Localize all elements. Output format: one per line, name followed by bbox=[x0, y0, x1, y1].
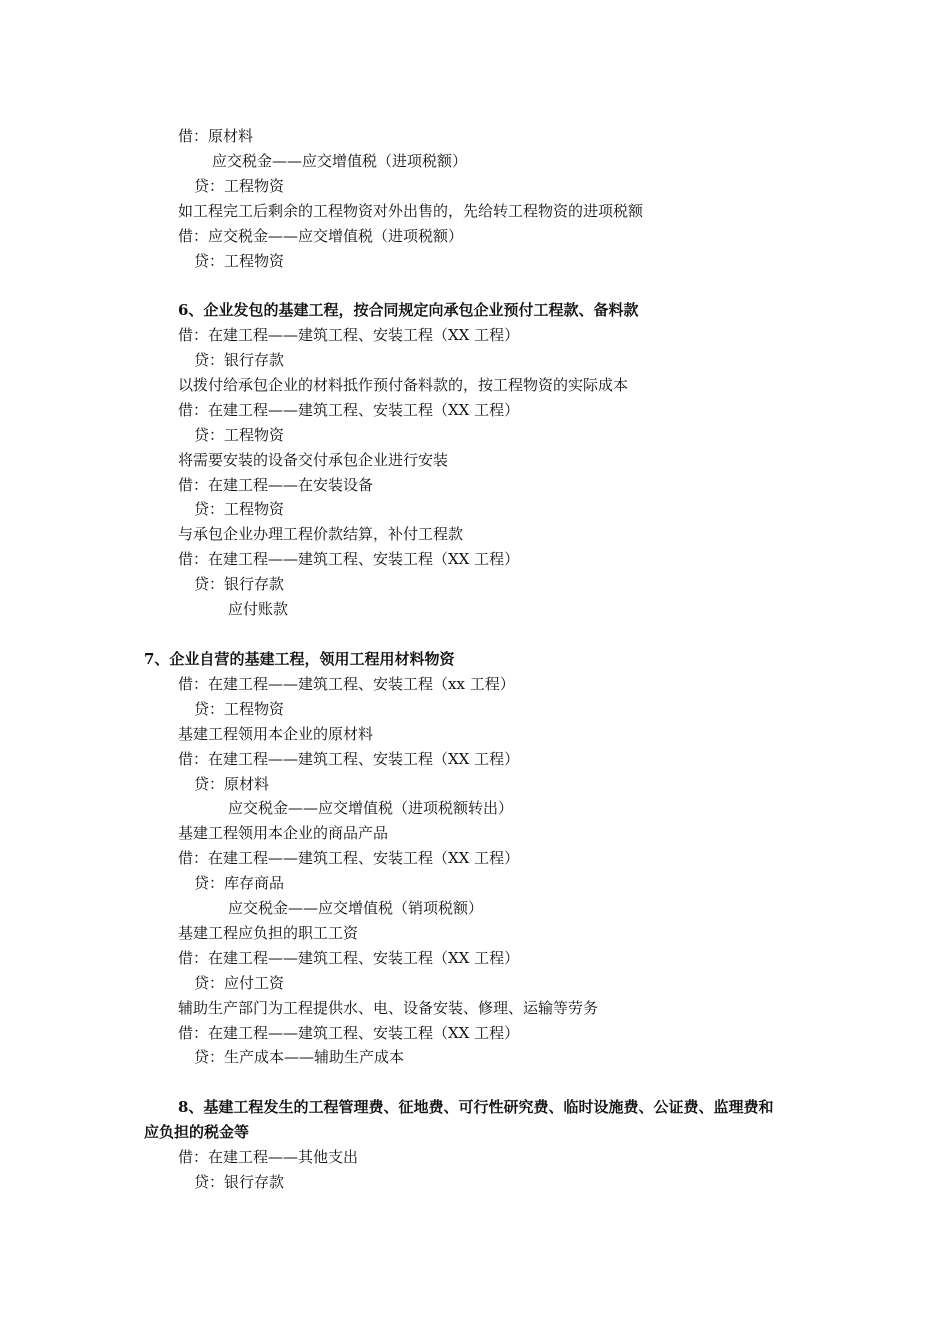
text-line: 贷：银行存款 bbox=[194, 1173, 285, 1191]
text-line: 贷：银行存款 bbox=[194, 351, 285, 369]
text-line: 应交税金——应交增值税（进项税额） bbox=[212, 152, 468, 170]
text-line: 贷：应付工资 bbox=[194, 974, 285, 992]
text-line: 应付账款 bbox=[228, 600, 289, 618]
text-line: 借：在建工程——建筑工程、安装工程（XX 工程） bbox=[178, 326, 520, 344]
text-line: 应交税金——应交增值税（进项税额转出） bbox=[228, 799, 514, 817]
text-line: 以拨付给承包企业的材料抵作预付备料款的，按工程物资的实际成本 bbox=[178, 376, 629, 394]
text-line: 借：在建工程——建筑工程、安装工程（XX 工程） bbox=[178, 1024, 520, 1042]
section-heading-continued: 应负担的税金等 bbox=[144, 1123, 250, 1141]
text-line: 基建工程领用本企业的商品产品 bbox=[178, 824, 389, 842]
text-line: 贷：工程物资 bbox=[194, 700, 285, 718]
text-line: 如工程完工后剩余的工程物资对外出售的，先给转工程物资的进项税额 bbox=[178, 202, 644, 220]
section-heading: 6、企业发包的基建工程，按合同规定向承包企业预付工程款、备料款 bbox=[178, 301, 639, 319]
text-line: 借：在建工程——建筑工程、安装工程（xx 工程） bbox=[178, 675, 515, 693]
text-line: 借：在建工程——建筑工程、安装工程（XX 工程） bbox=[178, 849, 520, 867]
text-line: 应交税金——应交增值税（销项税额） bbox=[228, 899, 484, 917]
text-line: 借：在建工程——在安装设备 bbox=[178, 476, 374, 494]
text-line: 将需要安装的设备交付承包企业进行安装 bbox=[178, 451, 449, 469]
text-line: 基建工程应负担的职工工资 bbox=[178, 924, 359, 942]
text-line: 贷：工程物资 bbox=[194, 252, 285, 270]
text-line: 贷：工程物资 bbox=[194, 177, 285, 195]
text-line: 借：在建工程——其他支出 bbox=[178, 1148, 359, 1166]
text-line: 基建工程领用本企业的原材料 bbox=[178, 725, 374, 743]
text-line: 借：在建工程——建筑工程、安装工程（XX 工程） bbox=[178, 401, 520, 419]
section-heading: 7、企业自营的基建工程，领用工程用材料物资 bbox=[144, 650, 455, 668]
section-heading: 8、基建工程发生的工程管理费、征地费、可行性研究费、临时设施费、公证费、监理费和 bbox=[178, 1098, 774, 1116]
text-line: 贷：生产成本——辅助生产成本 bbox=[194, 1048, 405, 1066]
text-line: 辅助生产部门为工程提供水、电、设备安装、修理、运输等劳务 bbox=[178, 999, 599, 1017]
text-line: 借：应交税金——应交增值税（进项税额） bbox=[178, 227, 464, 245]
text-line: 贷：工程物资 bbox=[194, 426, 285, 444]
text-line: 借：原材料 bbox=[178, 127, 254, 145]
text-line: 借：在建工程——建筑工程、安装工程（XX 工程） bbox=[178, 550, 520, 568]
text-line: 借：在建工程——建筑工程、安装工程（XX 工程） bbox=[178, 750, 520, 768]
text-line: 借：在建工程——建筑工程、安装工程（XX 工程） bbox=[178, 949, 520, 967]
text-line: 贷：原材料 bbox=[194, 775, 270, 793]
text-line: 贷：库存商品 bbox=[194, 874, 285, 892]
text-line: 与承包企业办理工程价款结算，补付工程款 bbox=[178, 525, 464, 543]
text-line: 贷：银行存款 bbox=[194, 575, 285, 593]
text-line: 贷：工程物资 bbox=[194, 500, 285, 518]
